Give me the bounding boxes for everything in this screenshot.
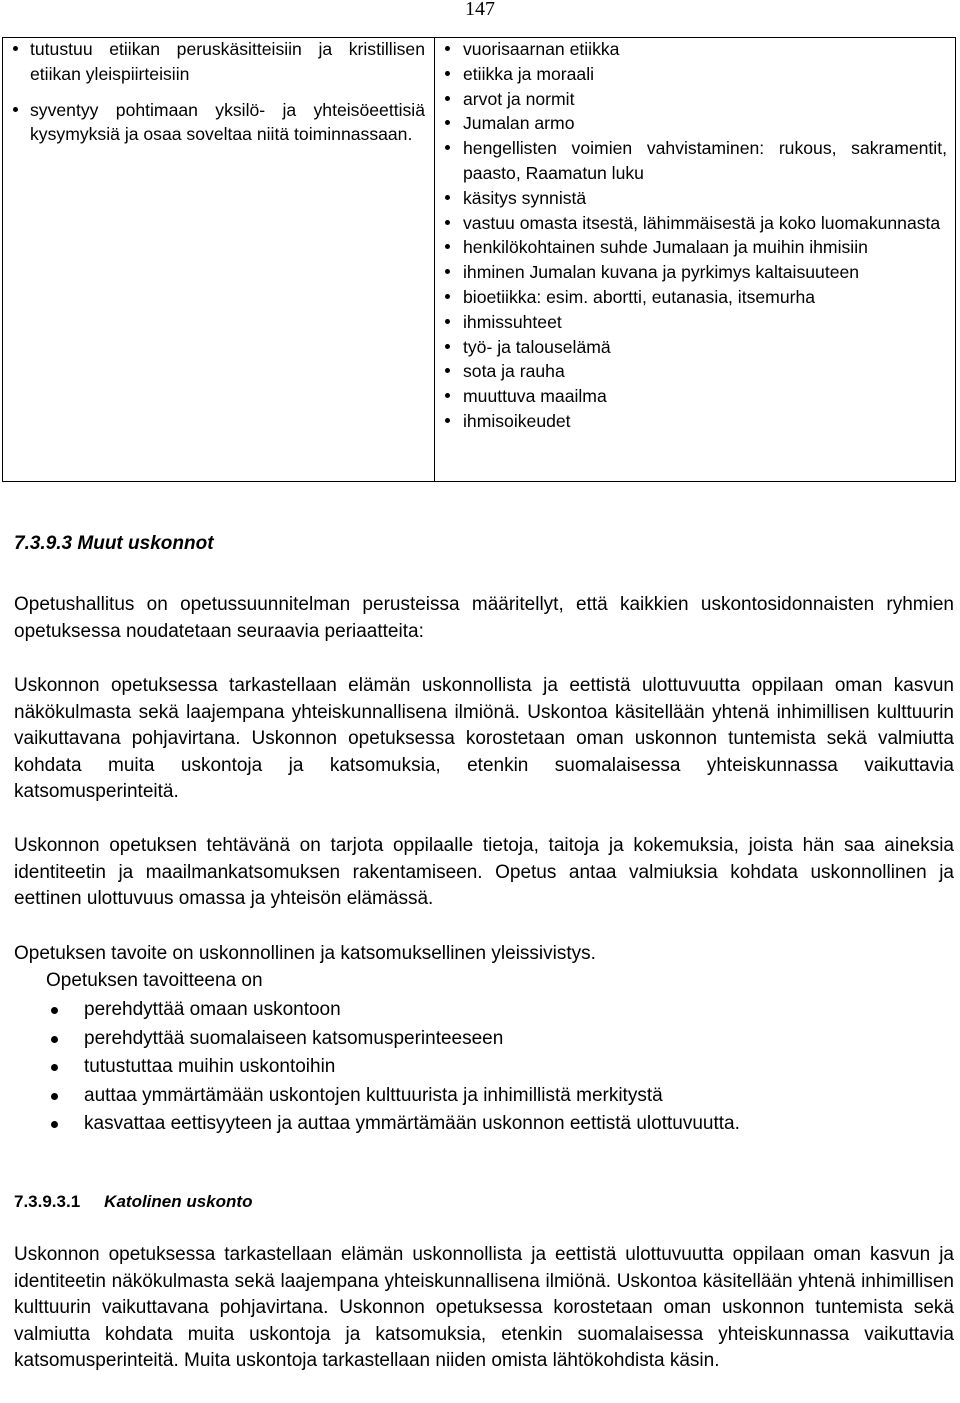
- list-item: tutustuttaa muihin uskontoihin: [0, 1053, 960, 1082]
- list-item: arvot ja normit: [435, 87, 955, 112]
- bullet-icon: [51, 1121, 58, 1128]
- list-item: Jumalan armo: [435, 111, 955, 136]
- list-item: muuttuva maailma: [435, 384, 955, 409]
- subsection-heading: [14, 1190, 252, 1214]
- bullet-icon: [51, 1036, 58, 1043]
- list-item: käsitys synnistä: [435, 186, 955, 211]
- list-item: vastuu omasta itsestä, lähimmäisestä ja koko luomakunnasta: [435, 211, 955, 236]
- list-item: syventyy pohtimaan yksilö- ja yhteisöeettisiä kysymyksiä ja osaa soveltaa niitä toiminnassaan.: [3, 98, 433, 148]
- principles-paragraph: Uskonnon opetuksessa tarkastellaan elämän uskonnollista ja eettistä ulottuvuutta oppilaan oman kasvun näkökulmasta sekä laajempana yhteiskunnallisena ilmiönä. Uskontoa käsitellään yhtenä inhimillisen kulttuurin vaikuttavana pohjavirtana. Uskonnon opetuksessa korostetaan oman uskonnon tuntemista sekä valmiutta kohdata muita uskontoja ja katsomuksia, etenkin suomalaisessa yhteiskunnassa vaikuttavia katsomusperinteitä.: [14, 675, 954, 802]
- list-item: työ- ja talouselämä: [435, 335, 955, 360]
- list-item: auttaa ymmärtämään uskontojen kulttuurista ja inhimillistä merkitystä: [0, 1082, 960, 1111]
- table-right-column: [435, 38, 955, 434]
- bullet-icon: [445, 46, 450, 51]
- objectives-table: [2, 37, 956, 482]
- task-paragraph: Uskonnon opetuksen tehtävänä on tarjota oppilaalle tietoja, taitoja ja kokemuksia, joista hän saa aineksia identiteetin ja maailmankatsomuksen rakentamiseen. Opetus antaa valmiuksia kohdata uskonnollinen ja eettinen ulottuvuus omassa ja yhteisön elämässä.: [14, 835, 954, 909]
- table-left-column: [3, 38, 433, 147]
- bullet-icon: [445, 195, 450, 200]
- list-item: perehdyttää omaan uskontoon: [0, 996, 960, 1025]
- intro-paragraph: Opetushallitus on opetussuunnitelman perusteissa määritellyt, että kaikkien uskontosidonnaisten ryhmien opetuksessa noudatetaan seuraavia periaatteita:: [14, 594, 954, 642]
- bullet-icon: [445, 294, 450, 299]
- section-heading: 7.3.9.3 Muut uskonnot: [14, 533, 214, 554]
- bullet-icon: [13, 107, 18, 112]
- bullet-icon: [445, 71, 450, 76]
- list-item: ihminen Jumalan kuvana ja pyrkimys kaltaisuuteen: [435, 260, 955, 285]
- bullet-icon: [51, 1093, 58, 1100]
- list-item: sota ja rauha: [435, 359, 955, 384]
- content-list: [435, 37, 955, 434]
- list-item: perehdyttää suomalaiseen katsomusperinteeseen: [0, 1025, 960, 1054]
- goal-intro: Opetuksen tavoitteena on: [46, 970, 263, 991]
- catholic-paragraph: Uskonnon opetuksessa tarkastellaan elämän uskonnollista ja eettistä ulottuvuutta oppilaan oman kasvun ja identiteetin näkökulmasta sekä laajempana yhteiskunnallisena ilmiönä. Uskontoa käsitellään yhtenä inhimillisen kulttuurin vaikuttavana pohjavirtana. Uskonnon opetuksessa korostetaan oman uskonnon tuntemista sekä valmiutta kohdata muita uskontoja ja katsomuksia, etenkin suomalaisessa yhteiskunnassa vaikuttavia katsomusperinteitä. Muita uskontoja tarkastellaan niiden omista lähtökohdista käsin.: [14, 1244, 954, 1371]
- bullet-icon: [445, 269, 450, 274]
- bullet-icon: [445, 393, 450, 398]
- list-item: tutustuu etiikan peruskäsitteisiin ja kristillisen etiikan yleispiirteisiin: [3, 37, 433, 87]
- goal-list: [0, 996, 960, 1139]
- subsection-number: 7.3.9.3.1: [14, 1192, 81, 1211]
- bullet-icon: [445, 244, 450, 249]
- bullet-icon: [445, 368, 450, 373]
- list-item: etiikka ja moraali: [435, 62, 955, 87]
- goal-paragraph: Opetuksen tavoite on uskonnollinen ja katsomuksellinen yleissivistys.: [14, 943, 596, 964]
- page-number: 147: [465, 0, 495, 20]
- objectives-list: [3, 37, 433, 147]
- bullet-icon: [445, 120, 450, 125]
- bullet-icon: [51, 1007, 58, 1014]
- list-item: bioetiikka: esim. abortti, eutanasia, itsemurha: [435, 285, 955, 310]
- bullet-icon: [445, 220, 450, 225]
- list-item: ihmisoikeudet: [435, 409, 955, 434]
- list-item: ihmissuhteet: [435, 310, 955, 335]
- bullet-icon: [445, 418, 450, 423]
- bullet-icon: [445, 319, 450, 324]
- list-item: vuorisaarnan etiikka: [435, 37, 955, 62]
- bullet-icon: [445, 344, 450, 349]
- list-item: hengellisten voimien vahvistaminen: rukous, sakramentit, paasto, Raamatun luku: [435, 136, 955, 186]
- bullet-icon: [51, 1064, 58, 1071]
- list-item: kasvattaa eettisyyteen ja auttaa ymmärtämään uskonnon eettistä ulottuvuutta.: [0, 1110, 960, 1139]
- bullet-icon: [13, 46, 18, 51]
- bullet-icon: [445, 96, 450, 101]
- bullet-icon: [445, 145, 450, 150]
- list-item: henkilökohtainen suhde Jumalaan ja muihin ihmisiin: [435, 235, 955, 260]
- subsection-title: Katolinen uskonto: [104, 1192, 253, 1211]
